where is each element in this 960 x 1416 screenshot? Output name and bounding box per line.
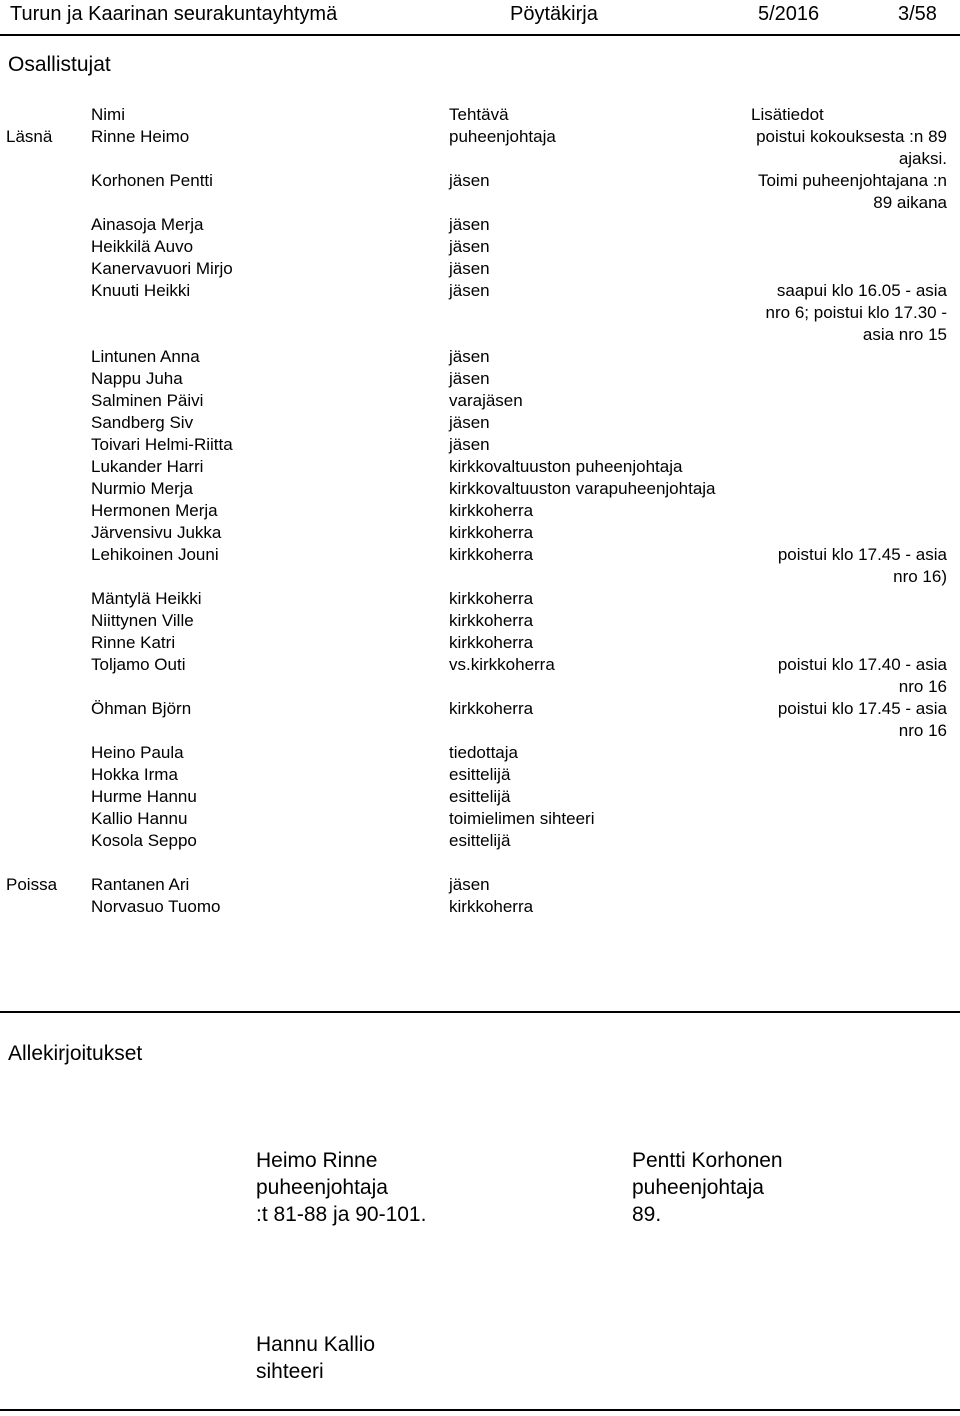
group-label: Poissa [6, 875, 58, 894]
attendee-notes: poistui klo 17.45 - asia nro 16 [777, 699, 947, 740]
attendee-name: Öhman Björn [91, 699, 192, 718]
attendee-name: Kosola Seppo [91, 831, 197, 850]
attendee-name: Nappu Juha [91, 369, 183, 388]
attendee-row [0, 500, 960, 522]
attendee-notes: poistui kokouksesta :n 89 ajaksi. [756, 127, 947, 168]
attendee-role: esittelijä [449, 831, 511, 850]
attendee-role: kirkkoherra [449, 545, 534, 564]
attendee-row [0, 478, 960, 500]
attendee-role: jäsen [449, 875, 490, 894]
attendee-role: kirkkoherra [449, 523, 534, 542]
attendee-name: Lehikoinen Jouni [91, 545, 219, 564]
attendee-name: Salminen Päivi [91, 391, 204, 410]
attendee-row [0, 698, 960, 742]
attendee-role: jäsen [449, 215, 490, 234]
attendee-name: Hokka Irma [91, 765, 178, 784]
page-header [0, 0, 960, 36]
column-header-role: Tehtävä [449, 105, 509, 124]
attendee-name: Hurme Hannu [91, 787, 197, 806]
group-label: Läsnä [6, 127, 53, 146]
attendee-row [0, 544, 960, 588]
signer-title: sihteeri [256, 1360, 324, 1383]
attendee-role: esittelijä [449, 765, 511, 784]
attendee-name: Knuuti Heikki [91, 281, 191, 300]
attendee-role: kirkkoherra [449, 633, 534, 652]
table-header-row [0, 104, 960, 126]
attendee-row [0, 390, 960, 412]
attendee-role: vs.kirkkoherra [449, 655, 555, 674]
page-footer-line [0, 1409, 960, 1411]
attendee-row [0, 610, 960, 632]
attendee-row [0, 786, 960, 808]
attendee-name: Toljamo Outi [91, 655, 186, 674]
attendee-role: jäsen [449, 369, 490, 388]
attendee-name: Toivari Helmi-Riitta [91, 435, 233, 454]
column-header-name: Nimi [91, 105, 125, 124]
attendee-role: kirkkoherra [449, 699, 534, 718]
attendee-notes: Toimi puheenjohtajana :n 89 aikana [757, 171, 947, 212]
attendee-role: jäsen [449, 237, 490, 256]
attendee-row [0, 456, 960, 478]
signer-title: puheenjohtaja [256, 1176, 388, 1199]
signer-scope: :t 81-88 ja 90-101. [256, 1203, 427, 1226]
attendee-role: kirkkovaltuuston puheenjohtaja [449, 457, 683, 476]
absentee-row [0, 896, 960, 918]
attendee-name: Heino Paula [91, 743, 184, 762]
attendee-role: kirkkoherra [449, 611, 534, 630]
attendee-role: jäsen [449, 171, 490, 190]
attendee-role: jäsen [449, 435, 490, 454]
attendee-role: esittelijä [449, 787, 511, 806]
attendee-name: Kallio Hannu [91, 809, 188, 828]
organization-name: Turun ja Kaarinan seurakuntayhtymä [10, 3, 338, 25]
attendee-name: Korhonen Pentti [91, 171, 213, 190]
attendee-role: jäsen [449, 413, 490, 432]
attendee-name: Ainasoja Merja [91, 215, 204, 234]
attendee-name: Norvasuo Tuomo [91, 897, 221, 916]
attendee-row [0, 632, 960, 654]
attendee-row [0, 522, 960, 544]
attendee-role: kirkkoherra [449, 897, 534, 916]
attendee-role: jäsen [449, 259, 490, 278]
attendee-name: Heikkilä Auvo [91, 237, 194, 256]
signer-title: puheenjohtaja [632, 1176, 764, 1199]
signer-name: Hannu Kallio [256, 1333, 376, 1356]
attendee-row [0, 346, 960, 368]
attendee-name: Järvensivu Jukka [91, 523, 222, 542]
attendee-row [0, 258, 960, 280]
attendee-row [0, 808, 960, 830]
attendee-notes: poistui klo 17.40 - asia nro 16 [777, 655, 947, 696]
attendee-name: Niittynen Ville [91, 611, 194, 630]
signer-name: Heimo Rinne [256, 1149, 378, 1172]
attendee-row [0, 126, 960, 170]
attendee-row [0, 280, 960, 346]
document-type: Pöytäkirja [510, 3, 598, 25]
attendee-row [0, 368, 960, 390]
attendee-name: Kanervavuori Mirjo [91, 259, 233, 278]
document-number: 5/2016 [758, 3, 820, 25]
attendee-row [0, 236, 960, 258]
attendee-name: Lukander Harri [91, 457, 204, 476]
attendee-name: Rinne Heimo [91, 127, 190, 146]
signer-scope: 89. [632, 1203, 662, 1226]
attendee-row [0, 654, 960, 698]
signature-block-chair [256, 1147, 426, 1228]
attendee-role: puheenjohtaja [449, 127, 556, 146]
attendee-notes: saapui klo 16.05 - asia nro 6; poistui klo 17.30 - asia nro 15 [765, 281, 947, 344]
attendee-row [0, 434, 960, 456]
attendees-table [0, 104, 960, 918]
attendee-role: varajäsen [449, 391, 523, 410]
attendee-row [0, 214, 960, 236]
signature-block-acting-chair [632, 1147, 783, 1228]
attendee-notes: poistui klo 17.45 - asia nro 16) [777, 545, 947, 586]
page-number: 3/58 [898, 3, 937, 25]
absentee-row [0, 852, 960, 896]
attendee-name: Sandberg Siv [91, 413, 194, 432]
attendee-role: jäsen [449, 347, 490, 366]
attendee-name: Nurmio Merja [91, 479, 194, 498]
attendee-role: kirkkovaltuuston varapuheenjohtaja [449, 479, 716, 498]
attendee-row [0, 830, 960, 852]
attendee-row [0, 412, 960, 434]
attendee-name: Mäntylä Heikki [91, 589, 202, 608]
attendee-name: Lintunen Anna [91, 347, 200, 366]
attendee-name: Rantanen Ari [91, 875, 190, 894]
attendee-role: toimielimen sihteeri [449, 809, 595, 828]
signatures-title: Allekirjoitukset [8, 1042, 143, 1065]
signer-name: Pentti Korhonen [632, 1149, 783, 1172]
attendee-role: jäsen [449, 281, 490, 300]
attendee-row [0, 170, 960, 214]
attendee-role: kirkkoherra [449, 501, 534, 520]
attendee-name: Hermonen Merja [91, 501, 218, 520]
attendee-row [0, 588, 960, 610]
attendee-name: Rinne Katri [91, 633, 176, 652]
attendee-role: kirkkoherra [449, 589, 534, 608]
signature-block-secretary [256, 1331, 375, 1385]
attendee-role: tiedottaja [449, 743, 518, 762]
section-divider [0, 1011, 960, 1013]
attendee-row [0, 742, 960, 764]
attendees-title: Osallistujat [8, 53, 111, 76]
attendee-row [0, 764, 960, 786]
column-header-notes: Lisätiedot [751, 105, 824, 124]
